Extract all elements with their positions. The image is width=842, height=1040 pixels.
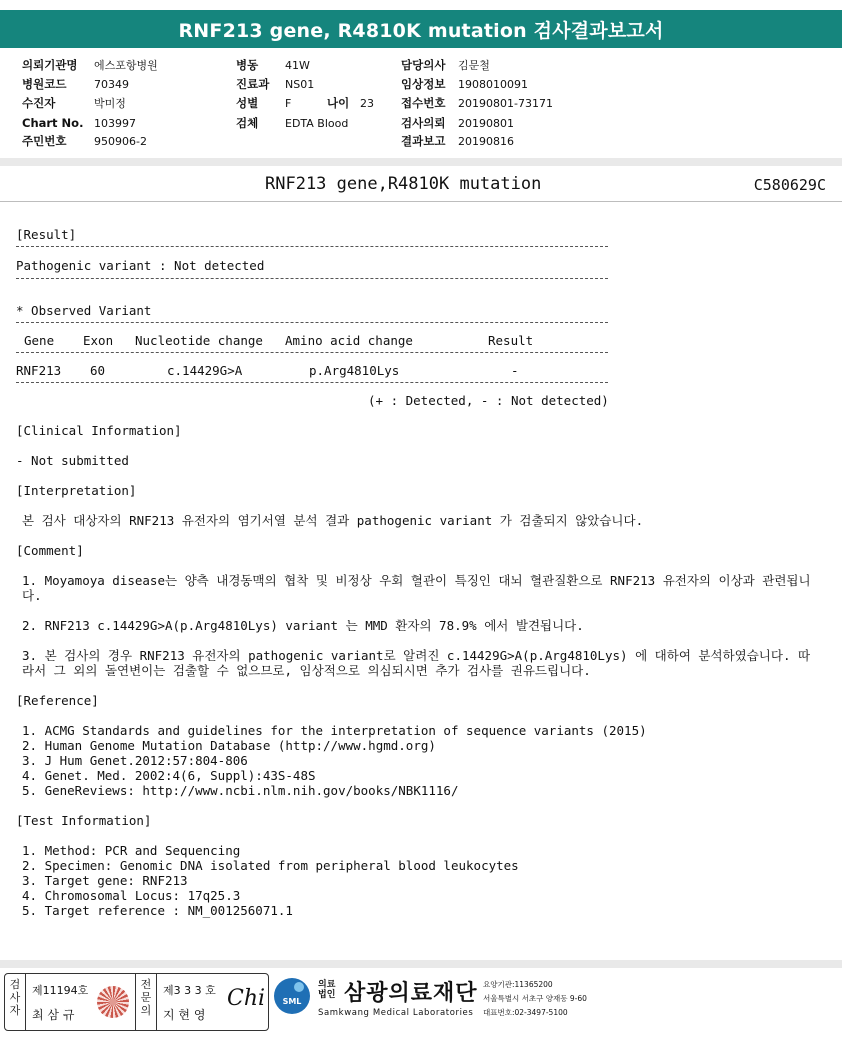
reference-heading: [Reference] <box>16 693 99 708</box>
specialist-license-no: 제3 3 3 호 <box>163 984 216 997</box>
info-label-patient: 수진자 <box>22 96 56 110</box>
info-value-receipt-no: 20190801-73171 <box>458 97 553 110</box>
result-heading: [Result] <box>16 227 77 242</box>
org-code: 요양기관:11365200 <box>483 980 553 989</box>
org-name: 삼광의료재단 <box>344 981 478 1006</box>
col-exon: Exon <box>83 333 114 348</box>
info-value-sex: F <box>285 97 292 110</box>
org-phone: 대표번호:02-3497-5100 <box>483 1008 568 1017</box>
test-info-item: 2. Specimen: Genomic DNA isolated from peripheral blood leukocytes <box>22 858 519 873</box>
info-label-age: 나이 <box>327 96 350 110</box>
dashed-rule <box>16 278 608 279</box>
clinical-text: - Not submitted <box>16 453 129 468</box>
info-value-request-date: 20190801 <box>458 117 514 130</box>
org-address: 서울특별시 서초구 양재동 9-60 <box>483 994 587 1003</box>
test-info-item: 1. Method: PCR and Sequencing <box>22 843 241 858</box>
reference-item: 3. J Hum Genet.2012:57:804-806 <box>22 753 248 768</box>
variant-exon: 60 <box>90 363 106 378</box>
interpretation-heading: [Interpretation] <box>16 483 137 498</box>
info-label-hospital: 의뢰기관명 <box>22 58 78 72</box>
org-english-name: Samkwang Medical Laboratories <box>318 1008 474 1018</box>
comment-item: 2. RNF213 c.14429G>A(p.Arg4810Lys) variant 는 MMD 환자의 78.9% 에서 발견됩니다. <box>22 618 584 633</box>
variant-nucleotide: c.14429G>A <box>167 363 243 378</box>
test-info-item: 5. Target reference : NM_001256071.1 <box>22 903 293 918</box>
dashed-rule <box>16 352 608 353</box>
divider-line <box>0 201 842 202</box>
test-info-heading: [Test Information] <box>16 813 152 828</box>
reference-item: 2. Human Genome Mutation Database (http://www.hgmd.org) <box>22 738 436 753</box>
info-value-ward: 41W <box>285 59 310 72</box>
info-value-hospital: 에스포항병원 <box>94 59 158 72</box>
comment-item: 1. Moyamoya disease는 양측 내경동맥의 협착 및 비정상 우회 혈관이 특징인 대뇌 혈관질환으로 RNF213 유전자의 이상과 관련됩니다. <box>22 573 811 603</box>
info-value-patient: 박미정 <box>94 97 126 110</box>
checker-license-no: 제11194호 <box>32 984 89 997</box>
logo-text: SML <box>282 997 302 1006</box>
info-label-specimen: 검체 <box>236 116 259 130</box>
comment-heading: [Comment] <box>16 543 84 558</box>
reference-item: 4. Genet. Med. 2002:4(6, Suppl):43S-48S <box>22 768 316 783</box>
info-label-department: 진료과 <box>236 77 270 91</box>
specialist-name: 지 현 영 <box>163 1008 206 1022</box>
info-label-chart-no: Chart No. <box>22 116 84 130</box>
info-value-resident-no: 950906-2 <box>94 135 147 148</box>
info-label-request-date: 검사의뢰 <box>401 116 446 130</box>
divider-band <box>0 158 842 166</box>
org-type: 의료 법인 <box>318 980 336 1000</box>
reference-item: 5. GeneReviews: http://www.ncbi.nlm.nih.gov/books/NBK1116/ <box>22 783 459 798</box>
info-label-receipt-no: 접수번호 <box>401 96 446 110</box>
signature: Chi <box>227 986 266 1011</box>
info-value-chart-no: 103997 <box>94 117 136 130</box>
dashed-rule <box>16 382 608 383</box>
footer <box>0 965 842 1040</box>
info-value-report-date: 20190816 <box>458 135 514 148</box>
col-nucleotide: Nucleotide change <box>135 333 263 348</box>
dashed-rule <box>16 246 608 247</box>
variant-result: - <box>511 363 519 378</box>
info-label-doctor: 담당의사 <box>401 58 446 72</box>
col-amino-acid: Amino acid change <box>285 333 413 348</box>
test-name: RNF213 gene,R4810K mutation <box>265 174 542 194</box>
info-value-department: NS01 <box>285 78 315 91</box>
col-gene: Gene <box>24 333 55 348</box>
info-value-clinical-info: 1908010091 <box>458 78 528 91</box>
sml-logo-icon <box>273 977 311 1015</box>
info-label-ward: 병동 <box>236 58 259 72</box>
test-info-item: 4. Chromosomal Locus: 17q25.3 <box>22 888 241 903</box>
info-value-doctor: 김문철 <box>458 59 490 72</box>
variant-amino-acid: p.Arg4810Lys <box>309 363 400 378</box>
reference-item: 1. ACMG Standards and guidelines for the interpretation of sequence variants (2015) <box>22 723 647 738</box>
checker-label: 검사자 <box>5 974 26 1030</box>
info-value-age: 23 <box>360 97 374 110</box>
result-summary: Pathogenic variant : Not detected <box>16 258 265 273</box>
test-code: C580629C <box>753 176 826 194</box>
report-title: RNF213 gene, R4810K mutation 검사결과보고서 <box>0 10 842 48</box>
clinical-heading: [Clinical Information] <box>16 423 182 438</box>
col-result: Result <box>488 333 534 348</box>
seal-stamp-icon <box>97 986 129 1018</box>
dashed-rule <box>16 322 608 323</box>
info-label-report-date: 결과보고 <box>401 134 446 148</box>
result-legend: (+ : Detected, - : Not detected) <box>368 393 609 408</box>
test-info-item: 3. Target gene: RNF213 <box>22 873 188 888</box>
info-label-sex: 성별 <box>236 96 259 110</box>
signature-box <box>4 973 269 1031</box>
info-value-specimen: EDTA Blood <box>285 117 349 130</box>
checker-name: 최 삼 규 <box>32 1008 75 1022</box>
observed-variant-heading: * Observed Variant <box>16 303 152 318</box>
info-label-resident-no: 주민번호 <box>22 134 67 148</box>
comment-item: 3. 본 검사의 경우 RNF213 유전자의 pathogenic variant로 알려진 c.14429G>A(p.Arg4810Lys) 에 대하여 분석하였습니다. 따라서 그 외의 돌연변이는 검출할 수 없으므로, 임상적으로 의심되시면 추가 검사를 권유드립니다. <box>22 648 811 678</box>
info-label-hospital-code: 병원코드 <box>22 77 67 91</box>
info-value-hospital-code: 70349 <box>94 78 129 91</box>
info-label-clinical-info: 임상정보 <box>401 77 446 91</box>
specialist-label: 전문의 <box>135 974 157 1030</box>
variant-gene: RNF213 <box>16 363 62 378</box>
interpretation-text: 본 검사 대상자의 RNF213 유전자의 염기서열 분석 결과 pathogenic variant 가 검출되지 않았습니다. <box>22 513 644 528</box>
